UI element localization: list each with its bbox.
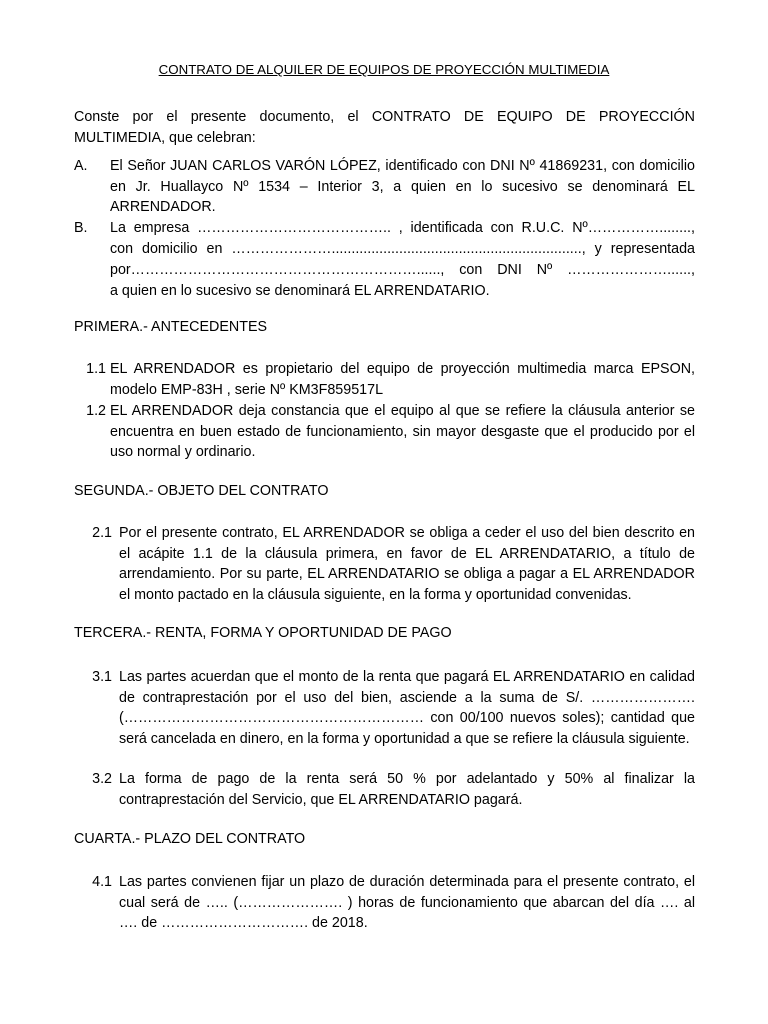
clause-number: 1.2 — [86, 403, 106, 419]
party-b-line: a quien en lo sucesivo se denominará EL ARRENDATARIO. — [110, 283, 490, 299]
clause-number: 4.1 — [92, 874, 112, 890]
clause-number: 2.1 — [92, 525, 112, 541]
clause-text: La forma de pago de la renta será 50 % por adelantado y 50% al finalizar la contraprestación del Servicio, que EL ARRENDATARIO pagará. — [119, 771, 695, 808]
party-a-marker: A. — [74, 158, 88, 174]
section-heading: CUARTA.- PLAZO DEL CONTRATO — [74, 831, 306, 847]
clause-number: 1.1 — [86, 361, 106, 377]
section-heading: TERCERA.- RENTA, FORMA Y OPORTUNIDAD DE PAGO — [74, 625, 452, 641]
party-b-line: con domicilio en …………………..............................................................., y representada — [110, 241, 695, 257]
party-b-line: La empresa ………………………………….. , identificada con R.U.C. Nº……………........, — [110, 220, 695, 236]
clause-text: Las partes acuerdan que el monto de la renta que pagará EL ARRENDATARIO en calidad de contraprestación por el uso del bien, asciende a la suma de S/. …………………. (……………………………………………………… con 00/100 nuevos soles); cantidad que será cancelada en dinero, en la forma y oportunidad a que se refiere la cláusula siguiente. — [119, 669, 695, 747]
clause-number: 3.1 — [92, 669, 112, 685]
clause-text: Las partes convienen fijar un plazo de duración determinada para el presente contrato, el cual será de ….. (…………………. ) horas de funcionamiento que abarcan del día …. al …. de …………………………. de 2018. — [119, 874, 695, 932]
section-heading: PRIMERA.- ANTECEDENTES — [74, 319, 268, 335]
intro-paragraph: Conste por el presente documento, el CONTRATO DE EQUIPO DE PROYECCIÓN MULTIMEDIA, que celebran: — [74, 109, 695, 146]
clause-text: EL ARRENDADOR es propietario del equipo de proyección multimedia marca EPSON, modelo EMP-83H , serie Nº KM3F859517L — [110, 361, 695, 398]
party-a-text: El Señor JUAN CARLOS VARÓN LÓPEZ, identificado con DNI Nº 41869231, con domicilio en Jr. Huallayco Nº 1534 – Interior 3, a quien en lo sucesivo se denominará EL ARRENDADOR. — [110, 158, 695, 216]
party-b-line: por……………………………………………………......, con DNI Nº …………………......, — [110, 262, 695, 278]
clause-number: 3.2 — [92, 771, 112, 787]
section-heading: SEGUNDA.- OBJETO DEL CONTRATO — [74, 483, 329, 499]
clause-text: Por el presente contrato, EL ARRENDADOR se obliga a ceder el uso del bien descrito en el acápite 1.1 de la cláusula primera, en favor de EL ARRENDATARIO, a título de arrendamiento. Por su parte, EL ARRENDATARIO se obliga a pagar a EL ARRENDADOR el monto pactado en la cláusula siguiente, en la forma y oportunidad convenidas. — [119, 525, 695, 603]
document-title: CONTRATO DE ALQUILER DE EQUIPOS DE PROYECCIÓN MULTIMEDIA — [158, 62, 610, 77]
clause-text: EL ARRENDADOR deja constancia que el equipo al que se refiere la cláusula anterior se encuentra en buen estado de funcionamiento, sin mayor desgaste que el producido por el uso normal y ordinario. — [110, 403, 695, 461]
party-b-marker: B. — [74, 220, 88, 236]
